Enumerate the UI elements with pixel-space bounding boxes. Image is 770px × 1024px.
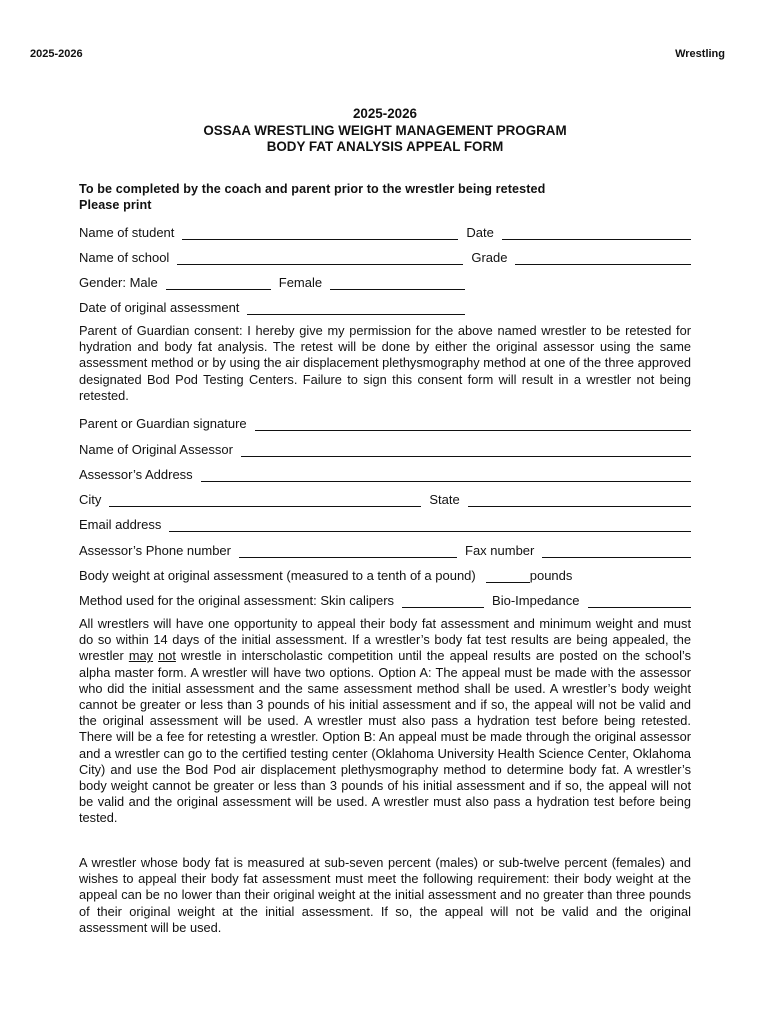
row-email — [79, 514, 691, 532]
consent-paragraph: Parent of Guardian consent: I hereby give my permission for the above named wrestler to be retested for hydration and body fat analysis. The retest will be done by either the original assessor using the same assessment method or by using the air displacement plethysmography method at one of the three approved designated Bod Pod Testing Centers. Failure to sign this consent form will result in a wrestler not being retested. — [79, 323, 691, 403]
city-field[interactable] — [109, 492, 421, 507]
row-assessor-name — [79, 439, 691, 457]
row-school — [79, 247, 691, 265]
instructions — [79, 181, 545, 213]
state-field[interactable] — [468, 492, 691, 507]
header-sport: Wrestling — [675, 48, 725, 60]
assessor-address-label: Assessor’s Address — [79, 467, 193, 482]
guardian-signature-field[interactable] — [255, 416, 691, 431]
please-print: Please print — [79, 198, 152, 212]
assessor-name-label: Name of Original Assessor — [79, 442, 233, 457]
phone-field[interactable] — [239, 543, 457, 558]
body-weight-label: Body weight at original assessment (measured to a tenth of a pound) — [79, 568, 476, 583]
assessor-address-field[interactable] — [201, 467, 691, 482]
gender-male-label: Gender: Male — [79, 275, 158, 290]
appeal-text-part2: wrestle in interscholastic competition until the appeal results are posted on the school’s alpha master form. A wrestler will have two options. Option A: The appeal must be made with the assessor who did the initial assessment and the same assessment method shall be used. A wrestler’s body weight cannot be greater or less than 3 pounds of his initial assessment and if so, the appeal will not be valid and the original assessment will be used. A wrestler must also pass a hydration test before being retested. There will be a fee for retesting a wrestler. Option B: An appeal must be made through the original assessor and a wrestler can go to the certified testing center (Oklahoma University Health Science Center, Oklahoma City) and use the Bod Pod air displacement plethysmography method to determine body fat. A wrestler’s body weight cannot be greater or less than 3 pounds of his initial assessment and if so, the appeal will not be valid and the original assessment will be used. A wrestler must also pass a hydration test before being tested. — [79, 648, 691, 826]
date-field[interactable] — [502, 225, 691, 240]
original-date-field[interactable] — [247, 300, 465, 315]
appeal-may: may — [128, 648, 154, 664]
appeal-paragraph — [79, 616, 691, 827]
row-original-date — [79, 297, 465, 315]
title-form-name: BODY FAT ANALYSIS APPEAL FORM — [266, 139, 504, 154]
header-year: 2025-2026 — [30, 48, 83, 60]
email-label: Email address — [79, 517, 162, 532]
fax-field[interactable] — [542, 543, 691, 558]
final-paragraph: A wrestler whose body fat is measured at sub-seven percent (males) or sub-twelve percent (females) and wishes to appeal their body fat assessment must meet the following requirement: their body weight at the appeal can be no lower than their original weight at the initial assessment and no greater than three pounds of their original weight at the initial assessment. If so, the appeal will not be valid and the original assessment will be used. — [79, 855, 691, 935]
bio-impedance-field[interactable] — [588, 593, 692, 608]
fax-label: Fax number — [465, 543, 535, 558]
row-assessor-address — [79, 464, 691, 482]
state-label: State — [429, 492, 460, 507]
row-method — [79, 590, 691, 608]
row-guardian-signature — [79, 413, 691, 431]
female-label: Female — [278, 275, 323, 290]
row-body-weight — [79, 565, 691, 583]
original-date-label: Date of original assessment — [79, 300, 240, 315]
appeal-not: not — [158, 648, 176, 664]
row-gender — [79, 272, 465, 290]
female-field[interactable] — [330, 275, 465, 290]
school-label: Name of school — [79, 250, 170, 265]
student-name-field[interactable] — [182, 225, 458, 240]
grade-label: Grade — [471, 250, 508, 265]
male-field[interactable] — [166, 275, 271, 290]
email-field[interactable] — [169, 517, 691, 532]
row-student — [79, 222, 691, 240]
body-weight-field[interactable] — [486, 568, 530, 583]
city-label: City — [79, 492, 102, 507]
title-program: OSSAA WRESTLING WEIGHT MANAGEMENT PROGRAM — [203, 122, 567, 138]
assessor-name-field[interactable] — [241, 442, 691, 457]
phone-label: Assessor’s Phone number — [79, 543, 231, 558]
bio-impedance-label: Bio-Impedance — [492, 593, 580, 608]
row-city-state — [79, 489, 691, 507]
guardian-signature-label: Parent or Guardian signature — [79, 416, 247, 431]
row-phone-fax — [79, 540, 691, 558]
skin-calipers-field[interactable] — [402, 593, 484, 608]
method-label: Method used for the original assessment: Skin calipers — [79, 593, 395, 608]
school-name-field[interactable] — [177, 250, 463, 265]
appeal-text-part1: All wrestlers will have one opportunity to appeal their body fat assessment and minimum weight and must do so within 14 days of the initial assessment. If a wrestler’s body fat test results are being appealed, the wrestler — [79, 616, 691, 664]
instructions-line: To be completed by the coach and parent prior to the wrestler being retested — [79, 182, 546, 196]
pounds-label: pounds — [529, 568, 573, 583]
student-label: Name of student — [79, 225, 175, 240]
form-title — [0, 106, 770, 156]
title-year: 2025-2026 — [352, 106, 418, 121]
grade-field[interactable] — [515, 250, 691, 265]
date-label: Date — [466, 225, 494, 240]
